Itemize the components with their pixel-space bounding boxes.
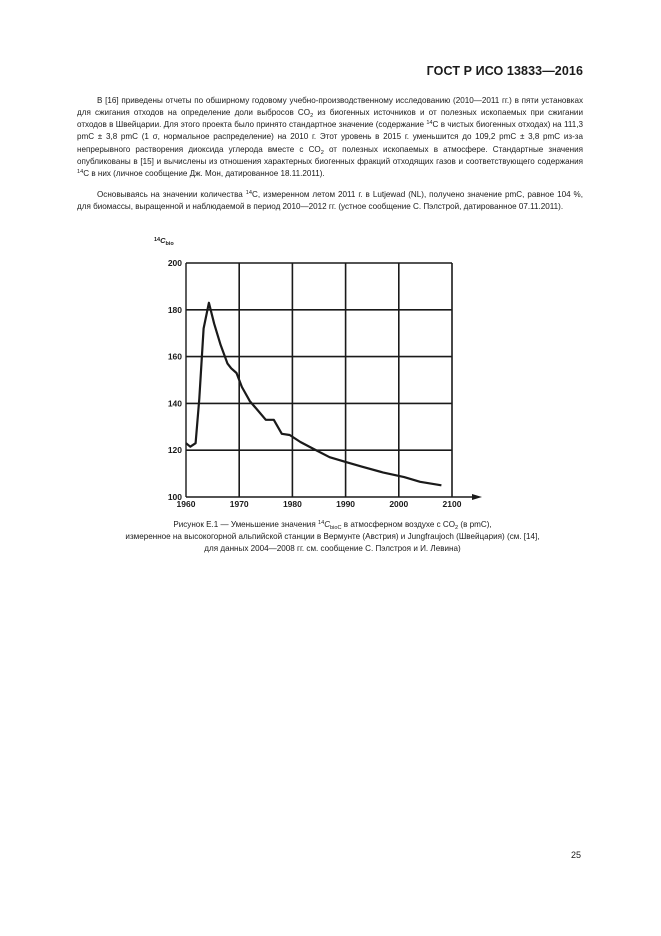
text-run: (в pmC), (458, 520, 492, 529)
caption-line-2: измеренное на высокогорной альпийской станции в Вермунте (Австрия) и Jungfraujoch (Швейцария) (см. [14], (125, 532, 540, 542)
tick-labels (168, 258, 462, 509)
text-run: C (324, 520, 331, 529)
text-run: Основываясь на значении количества (97, 190, 246, 199)
x-tick-label-1960: 1960 (176, 499, 196, 509)
x-tick-label-2000: 2000 (389, 499, 409, 509)
grid (186, 263, 474, 497)
paragraph-lutjewad (77, 189, 583, 213)
y-tick-label-140: 140 (167, 398, 182, 409)
text-run: C в чистых биогенных отходах) на 111,3 pmC ± 3,8 pmC (1 σ, нормальное распределение) на 2010 г. Этот уровень в 2015 г. уменьшится до 109,2 pmC ± 3,8 pmC из-за непрерывного растворения диоксида углерода вместе с CO (77, 120, 584, 154)
y-axis-label-sup: 14 (154, 237, 161, 243)
text-run: из биогенных источников и от полезных ископаемых при сжигании отходов в Швейцарии. Для этого проекта было принято стандартное значение (содержание (77, 108, 583, 130)
y-tick-label-100: 100 (167, 492, 182, 502)
superscript: 14 (245, 190, 253, 196)
series-line-14c-bio (186, 303, 441, 486)
text-run: в атмосферном воздухе с CO (341, 520, 456, 529)
superscript: 14 (77, 168, 84, 175)
text-run: C, измеренном летом 2011 г. в Lutjewad (NL), получено значение pmC, равное 104 %, для биомассы, выращенной и наблюдаемой в период 2010—2012 гг. (устное сообщение С. Пэлстрой, датированное 07.11.2011). (77, 190, 583, 212)
text-run: Рисунок Е.1 — Уменьшение значения (173, 520, 318, 529)
caption-line-3: для данных 2004—2008 гг. см. сообщение С. Пэлстроя и И. Левина) (204, 544, 461, 554)
text-run: В [16] приведены отчеты по обширному годовому учебно-производственному исследованию (2010—2011 гг.) в пяти установках для сжигания отходов на определение доли выбросов CO (77, 96, 583, 118)
y-axis-label-sub: bio (165, 241, 174, 247)
page-number: 25 (570, 850, 581, 860)
x-tick-label-1970: 1970 (229, 499, 249, 509)
superscript: 14 (426, 120, 433, 127)
caption-line-1 (100, 519, 565, 531)
y-axis-label (154, 236, 174, 247)
x-tick-label-2100: 2100 (442, 499, 462, 509)
subscript: bioC (330, 525, 342, 531)
figure-caption (100, 519, 565, 556)
y-tick-label-200: 200 (167, 258, 182, 268)
x-tick-label-1990: 1990 (336, 499, 356, 509)
subscript: 2 (320, 149, 324, 156)
document-header: ГОСТ Р ИСО 13833—2016 (426, 64, 583, 78)
x-tick-label-1980: 1980 (282, 499, 302, 509)
subscript: 2 (455, 525, 459, 531)
y-tick-label-180: 180 (167, 304, 182, 315)
paragraph-study-results (77, 95, 583, 180)
superscript: 14 (317, 520, 325, 526)
text-run: от полезных ископаемых в атмосфере. Стандартные значения опубликованы в [15] и вычислены из отношения характерных биогенных фракций отходящих газов и соответствующего содержания (77, 144, 583, 166)
figure-e1-chart (140, 232, 490, 522)
y-tick-label-120: 120 (167, 445, 182, 456)
subscript: 2 (310, 113, 314, 120)
chart-svg (140, 232, 490, 522)
x-axis-arrow (472, 494, 482, 500)
text-run: C в них (личное сообщение Дж. Мон, датированное 18.11.2011). (83, 168, 325, 178)
y-tick-label-160: 160 (167, 351, 182, 362)
y-axis-label-main: C (160, 236, 166, 245)
